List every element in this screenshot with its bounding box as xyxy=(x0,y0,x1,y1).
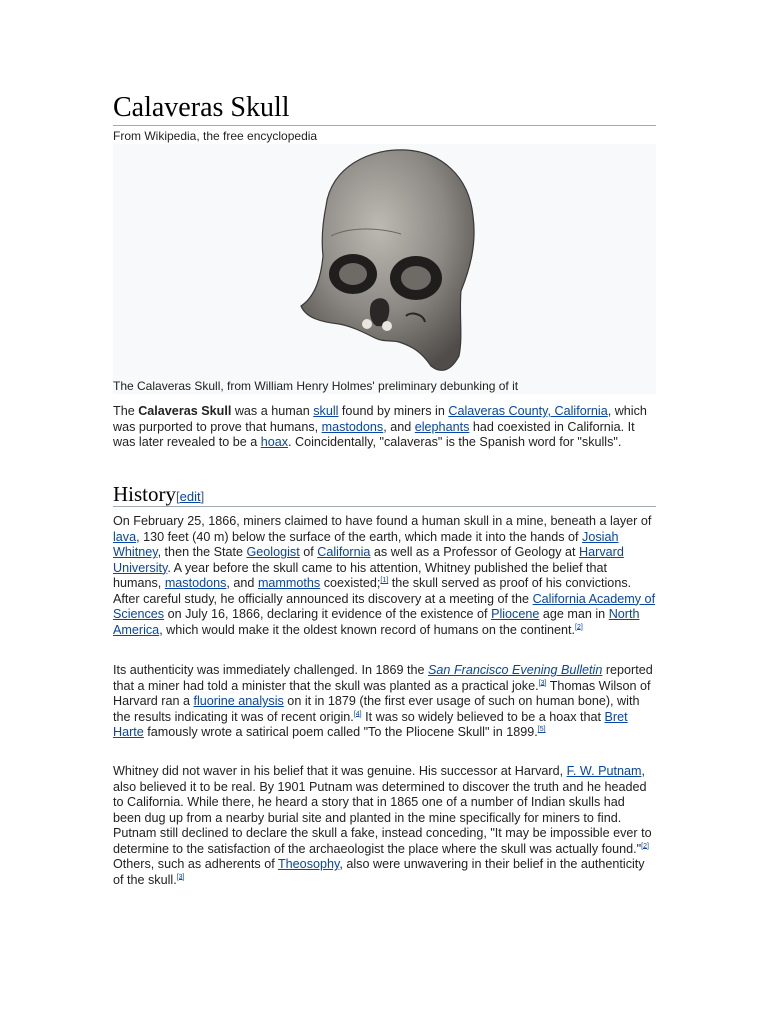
section-heading-history: History[edit] xyxy=(113,482,205,506)
link-north-america[interactable]: North America xyxy=(113,607,640,637)
skull-figure xyxy=(113,144,656,394)
reference-3[interactable]: [3] xyxy=(538,679,547,687)
link-fw-putnam[interactable]: F. W. Putnam xyxy=(566,764,642,778)
reference-1[interactable]: [1] xyxy=(380,576,389,584)
section-divider xyxy=(113,506,656,507)
image-caption: The Calaveras Skull, from William Henry Holmes' preliminary debunking of it xyxy=(113,379,519,393)
page-title: Calaveras Skull xyxy=(113,92,290,123)
site-tagline: From Wikipedia, the free encyclopedia xyxy=(113,129,318,143)
edit-section: [edit] xyxy=(176,489,205,504)
link-harvard-university[interactable]: Harvard University xyxy=(113,545,624,575)
link-geologist[interactable]: Geologist xyxy=(246,545,300,559)
reference-2[interactable]: [2] xyxy=(575,623,583,631)
reference-4[interactable]: [4] xyxy=(353,710,362,718)
article-subject: Calaveras Skull xyxy=(138,404,232,418)
link-hoax[interactable]: hoax xyxy=(260,435,289,449)
history-paragraph-2: Its authenticity was immediately challenged. In 1869 the San Francisco Evening Bulletin reported that a miner had told a minister that the skull was planted as a practical joke.[3] Thomas Wilson of Harvard ran a fluorine analysis on it in 1879 (the first ever usage of such on human bone), with the results indicating it was of recent origin.[4] It was so widely believed to be a hoax that Bret Harte famously wrote a satirical poem called "To the Pliocene Skull" in 1899.[5] xyxy=(113,663,653,739)
link-sf-evening-bulletin[interactable]: San Francisco Evening Bulletin xyxy=(428,663,603,677)
link-lava[interactable]: lava xyxy=(113,529,137,544)
reference-7[interactable]: [3] xyxy=(176,873,185,881)
link-bret-harte[interactable]: Bret Harte xyxy=(113,709,628,739)
history-paragraph-1: On February 25, 1866, miners claimed to have found a human skull in a mine, beneath a layer of lava, 130 feet (40 m) below the surface of the earth, which made it into the hands of Josiah Whitney, then the State Geologist of California as well as a Professor of Geology at Harvard University. A year before the skull came to his attention, Whitney published the belief that humans, mastodons, and mammoths coexisted;[1] the skull served as proof of his convictions. After careful study, he officially announced its discovery at a meeting of the California Academy of Sciences on July 16, 1866, declaring it evidence of the existence of Pliocene age man in North America, which would make it the oldest known record of humans on the continent.[2] xyxy=(113,514,656,637)
link-california[interactable]: California xyxy=(317,545,371,559)
link-elephants[interactable]: elephants xyxy=(414,419,470,434)
reference-5[interactable]: [5] xyxy=(537,725,546,733)
link-mastodons-2[interactable]: mastodons xyxy=(164,576,227,590)
link-skull[interactable]: skull xyxy=(313,404,339,418)
edit-link[interactable]: edit xyxy=(179,489,201,504)
history-paragraph-3: Whitney did not waver in his belief that it was genuine. His successor at Harvard, F. W. Putnam, also believed it to be real. By 1901 Putnam was determined to discover the truth and he headed to California. While there, he heard a story that in 1865 one of a number of Indian skulls had been dug up from a nearby burial site and planted in the mine specifically for miners to find. Putnam still declined to declare the skull a fake, instead conceding, "It may be impossible ever to determine to the satisfaction of the archaeologist the place where the skull was actually found."[2] Others, such as adherents of Theosophy, also were unwavering in their belief in the authenticity of the skull.[3] xyxy=(113,764,652,887)
link-theosophy[interactable]: Theosophy xyxy=(277,857,340,871)
title-divider xyxy=(113,125,656,126)
link-fluorine-analysis[interactable]: fluorine analysis xyxy=(193,694,284,708)
link-california-academy[interactable]: California Academy of Sciences xyxy=(113,591,656,621)
skull-image[interactable] xyxy=(291,146,489,376)
link-mastodons[interactable]: mastodons xyxy=(321,419,384,434)
link-pliocene[interactable]: Pliocene xyxy=(491,607,540,621)
reference-6[interactable]: [2] xyxy=(641,842,649,850)
link-josiah-whitney[interactable]: Josiah Whitney xyxy=(113,529,619,559)
link-calaveras-county[interactable]: Calaveras County, California xyxy=(448,404,608,418)
link-mammoths[interactable]: mammoths xyxy=(257,576,321,590)
intro-paragraph: The Calaveras Skull was a human skull found by miners in Calaveras County, California, which was purported to prove that humans, mastodons, and elephants had coexisted in California. It was later revealed to be a hoax. Coincidentally, "calaveras" is the Spanish word for "skulls". xyxy=(113,404,647,449)
